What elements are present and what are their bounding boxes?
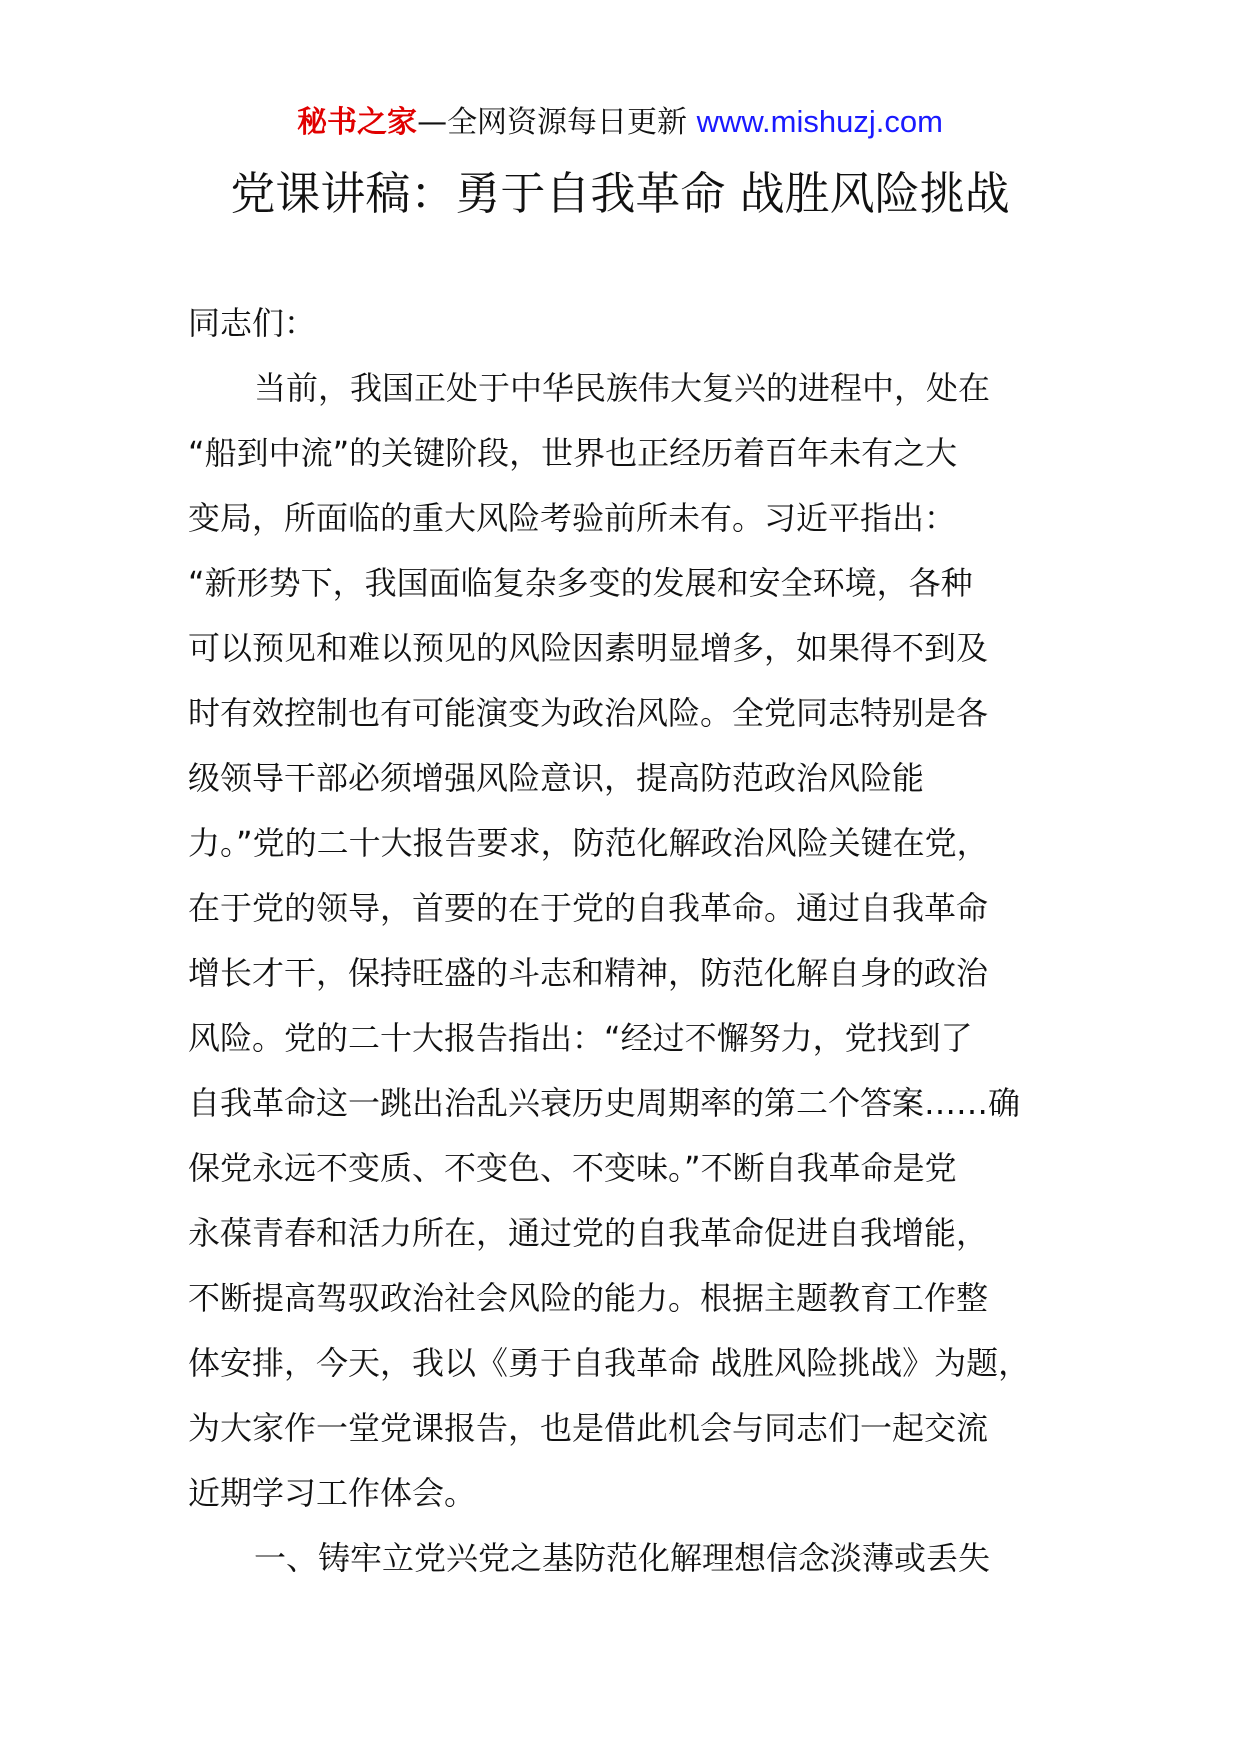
paragraph-line: 不断提高驾驭政治社会风险的能力。根据主题教育工作整 xyxy=(188,1279,989,1317)
site-url-link[interactable]: www.mishuzj.com xyxy=(696,104,943,139)
paragraph-line: 当前，我国正处于中华民族伟大复兴的进程中，处在 xyxy=(254,369,991,407)
document-title: 党课讲稿：勇于自我革命 战胜风险挑战 xyxy=(230,167,1010,220)
paragraph-line: “船到中流”的关键阶段，世界也正经历着百年未有之大 xyxy=(188,434,958,472)
paragraph-line: 永葆青春和活力所在，通过党的自我革命促进自我增能， xyxy=(188,1214,989,1252)
paragraph-line: 保党永远不变质、不变色、不变味。”不断自我革命是党 xyxy=(188,1149,957,1187)
salutation: 同志们： xyxy=(188,304,317,342)
paragraph-line: 近期学习工作体会。 xyxy=(188,1474,477,1512)
paragraph-line: 为大家作一堂党课报告，也是借此机会与同志们一起交流 xyxy=(188,1409,989,1447)
paragraph-line: 级领导干部必须增强风险意识，提高防范政治风险能 xyxy=(188,759,925,797)
paragraph-line: 风险。党的二十大报告指出：“经过不懈努力，党找到了 xyxy=(188,1019,973,1057)
paragraph-line: 变局，所面临的重大风险考验前所未有。习近平指出： xyxy=(188,499,957,537)
site-banner xyxy=(0,100,1240,145)
paragraph-line: 体安排，今天，我以《勇于自我革命 战胜风险挑战》为题， xyxy=(188,1344,1031,1382)
paragraph-line: 自我革命这一跳出治乱兴衰历史周期率的第二个答案……确 xyxy=(188,1084,1021,1122)
paragraph-line: 可以预见和难以预见的风险因素明显增多，如果得不到及 xyxy=(188,629,989,667)
paragraph-line: 力。”党的二十大报告要求，防范化解政治风险关键在党， xyxy=(188,824,989,862)
paragraph-line: “新形势下，我国面临复杂多变的发展和安全环境，各种 xyxy=(188,564,973,602)
section-heading: 一、铸牢立党兴党之基防范化解理想信念淡薄或丢失 xyxy=(254,1539,991,1577)
paragraph-line: 在于党的领导，首要的在于党的自我革命。通过自我革命 xyxy=(188,889,989,927)
paragraph-line: 增长才干，保持旺盛的斗志和精神，防范化解自身的政治 xyxy=(188,954,989,992)
document-body xyxy=(188,291,1068,1591)
brand-name: 秘书之家 xyxy=(297,105,418,140)
paragraph-line: 时有效控制也有可能演变为政治风险。全党同志特别是各 xyxy=(188,694,989,732)
banner-slogan: —全网资源每日更新 xyxy=(417,105,697,140)
